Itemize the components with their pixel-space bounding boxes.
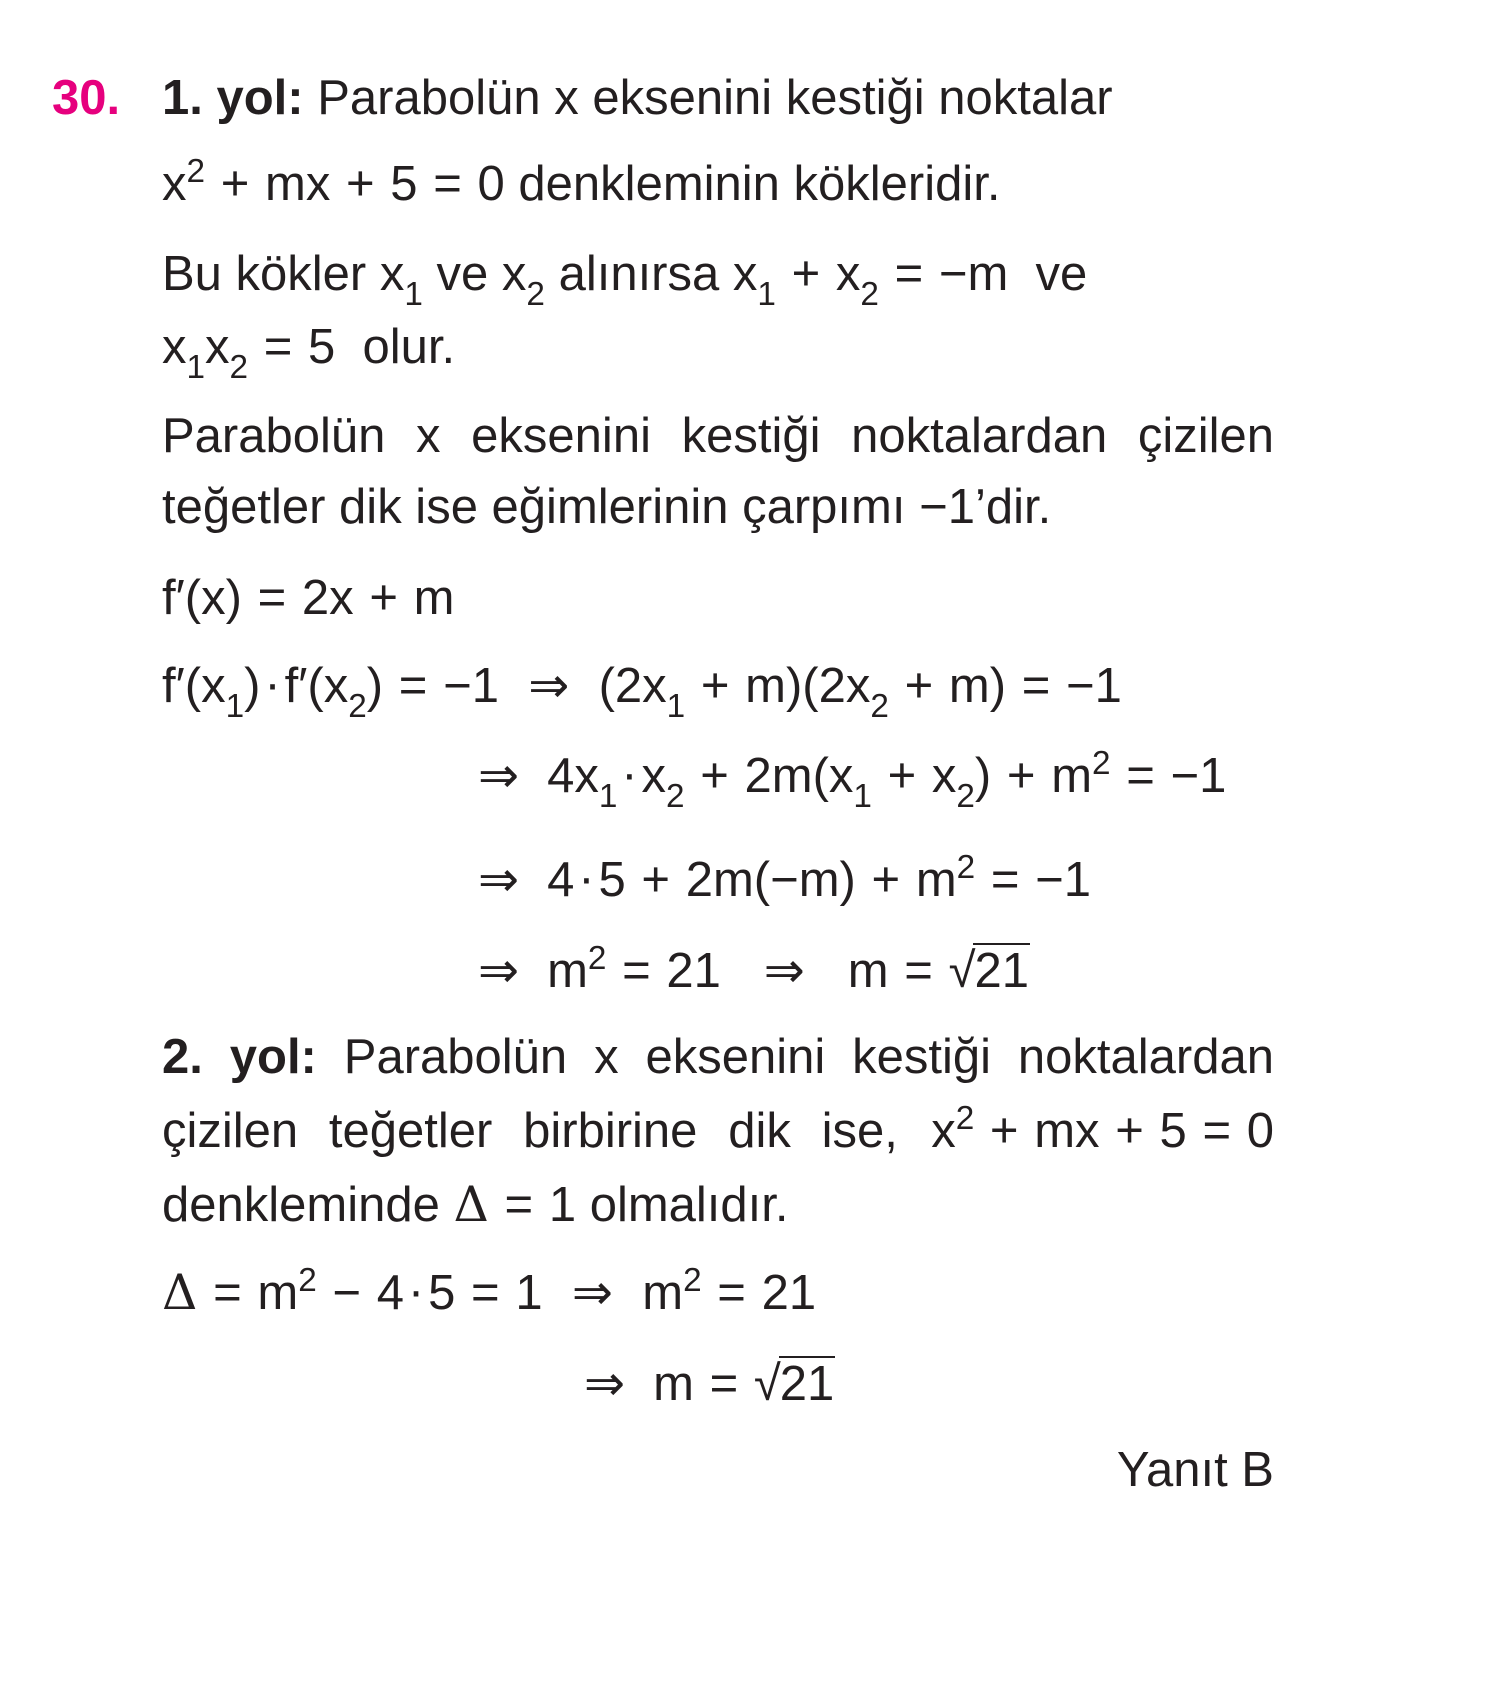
method1-line1-text: Parabolün x eksenini kestiği noktalar bbox=[317, 71, 1113, 125]
method1-line2-text: denkleminin kökleridir. bbox=[518, 157, 1001, 211]
quadratic-equation: $x^2$ + mx + 5 = 0 bbox=[162, 152, 505, 211]
roots-product: $x_1x_2 = 5$ bbox=[162, 320, 336, 386]
method1-label: 1. yol: bbox=[162, 71, 304, 125]
delta-symbol: Δ bbox=[453, 1176, 489, 1233]
slope-product-line: $f'(x_1)\cdot f'(x_2) = -1$ ⇒ $(2x_1 + m)(2x_2 + m) = -1$ bbox=[162, 656, 1122, 725]
answer bbox=[1116, 1443, 1274, 1497]
problem-number bbox=[52, 71, 121, 125]
method2-equation: $x^2$ + mx + 5 = 0 bbox=[931, 1099, 1274, 1158]
problem-number-text: 30. bbox=[52, 71, 121, 125]
roots-text-a: Bu kökler x bbox=[162, 247, 405, 301]
method2-line2-text: çizilen teğetler birbirine dik ise, bbox=[162, 1104, 898, 1158]
method1-line6 bbox=[162, 480, 1052, 534]
roots-text-d: ve bbox=[1035, 247, 1088, 301]
roots-text-c: alınırsa x bbox=[558, 247, 758, 301]
method2-line1 bbox=[162, 1030, 1274, 1084]
method2-line3-a: denkleminde bbox=[162, 1178, 440, 1232]
method1-line5-text: Parabolün x eksenini kestiği noktalardan çizilen bbox=[162, 409, 1274, 463]
sqrt-21-b: √21 bbox=[753, 1357, 835, 1411]
expansion-line: ⇒ $4x_1\cdot x_2 + 2m(x_1 + x_2) + m^2 = -1$ bbox=[478, 744, 1227, 815]
method2-line3-b: 1 olmalıdır. bbox=[548, 1178, 789, 1232]
sqrt-21: √21 bbox=[948, 944, 1029, 998]
method1-line4-text: olur. bbox=[362, 320, 456, 374]
method1-product-line bbox=[162, 320, 456, 386]
substitution-line: ⇒ $4\cdot 5 + 2m(-m) + m^2 = -1$ bbox=[478, 848, 1092, 907]
answer-text: Yanıt B bbox=[1116, 1443, 1274, 1497]
roots-text-b: ve x bbox=[436, 247, 527, 301]
method2-label: 2. yol: bbox=[162, 1030, 317, 1084]
discriminant-line: $\Delta = m^2 - 4\cdot 5 = 1$ ⇒ $m^2 = 21$ bbox=[162, 1261, 817, 1321]
method1-equation-line bbox=[162, 152, 1001, 211]
method1-line1 bbox=[162, 71, 1113, 125]
method2-line3: denkleminde Δ = 1 olmalıdır. bbox=[162, 1176, 789, 1233]
result-line-method1: ⇒ $m^2 = 21$ ⇒ m = √21 bbox=[478, 939, 1029, 998]
method1-line6-text: teğetler dik ise eğimlerinin çarpımı −1’dir. bbox=[162, 480, 1052, 534]
method2-line2 bbox=[162, 1099, 1274, 1158]
derivative-line: f′(x) = 2x + m bbox=[162, 571, 455, 625]
method2-line1-text: Parabolün x eksenini kestiği noktalardan bbox=[343, 1030, 1274, 1084]
method1-roots-line: Bu kökler $x_1$ ve $x_2$ alınırsa $x_1 + x_2 = -m$ ve bbox=[162, 247, 1088, 313]
result-line-method2: ⇒ m = √21 bbox=[584, 1357, 835, 1411]
method1-line5 bbox=[162, 409, 1274, 463]
